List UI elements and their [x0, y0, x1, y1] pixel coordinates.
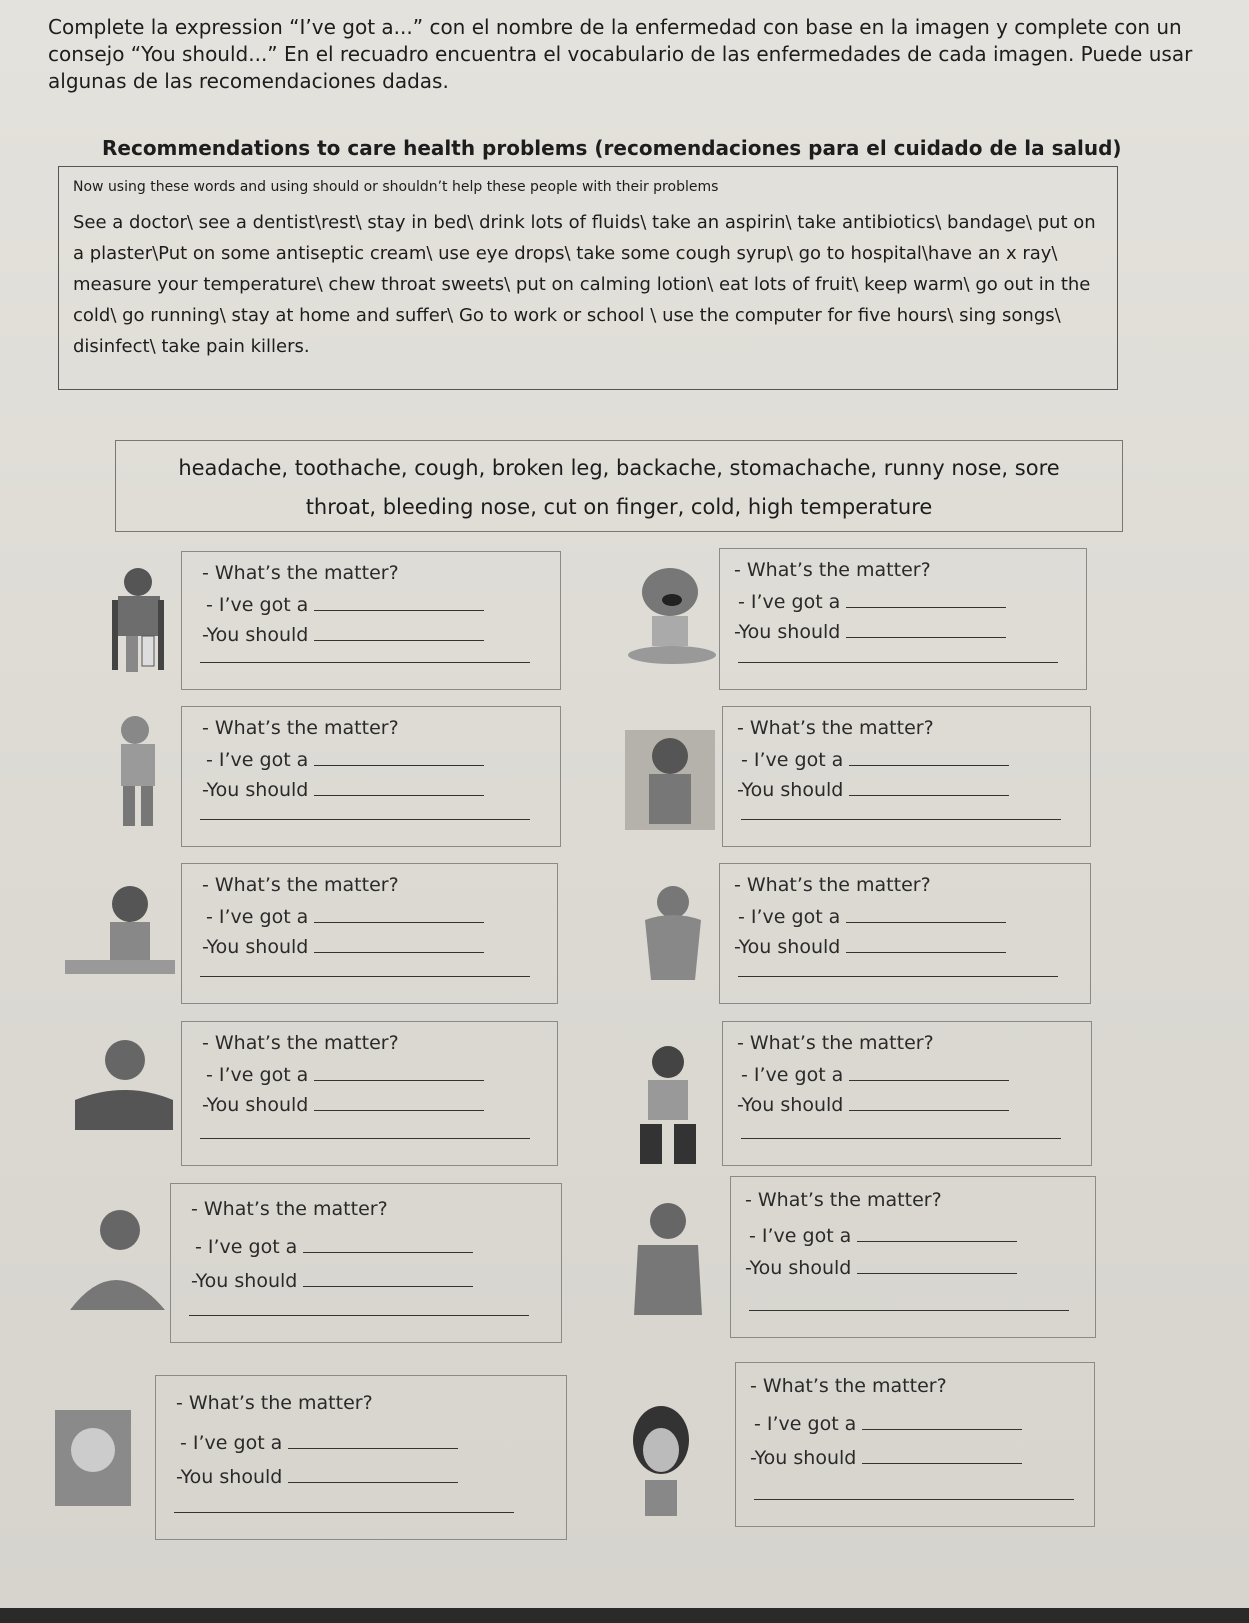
illness-answer-blank[interactable]	[314, 596, 484, 611]
question-text: - What’s the matter?	[191, 1198, 388, 1220]
got-line	[754, 1413, 1022, 1435]
exercise-card-7	[181, 1021, 558, 1166]
should-line	[202, 1094, 484, 1116]
recommendations-box	[58, 166, 1118, 390]
got-line	[180, 1432, 458, 1454]
exercise-card-8	[722, 1021, 1092, 1166]
advice-answer-blank[interactable]	[862, 1449, 1022, 1464]
exercise-card-2	[719, 548, 1087, 690]
exercise-card-4	[722, 706, 1091, 847]
illness-answer-blank[interactable]	[857, 1227, 1017, 1242]
exercise-card-9	[170, 1183, 562, 1343]
question-text: - What’s the matter?	[202, 562, 399, 584]
cough-figure	[55, 1030, 180, 1150]
advice-continuation-blank[interactable]	[741, 819, 1061, 820]
page-edge-shadow	[0, 1608, 1249, 1623]
got-label: - I’ve got a	[754, 1413, 857, 1435]
got-line	[738, 591, 1006, 613]
backache-figure	[95, 712, 190, 830]
bleeding-nose-figure	[625, 1400, 700, 1520]
question-text: - What’s the matter?	[737, 1032, 934, 1054]
illness-answer-blank[interactable]	[846, 593, 1006, 608]
got-label: - I’ve got a	[206, 594, 309, 616]
advice-answer-blank[interactable]	[846, 938, 1006, 953]
got-line	[206, 749, 484, 771]
illness-answer-blank[interactable]	[849, 751, 1009, 766]
got-line	[206, 594, 484, 616]
exercise-card-1	[181, 551, 561, 690]
advice-continuation-blank[interactable]	[749, 1310, 1069, 1311]
exercise-card-11	[155, 1375, 567, 1540]
got-label: - I’ve got a	[738, 591, 841, 613]
advice-continuation-blank[interactable]	[200, 1138, 530, 1139]
should-label: -You should	[176, 1466, 283, 1488]
advice-answer-blank[interactable]	[849, 1096, 1009, 1111]
section-heading: Recommendations to care health problems (recomendaciones para el cuidado de la salud)	[102, 136, 1122, 160]
got-label: - I’ve got a	[741, 1064, 844, 1086]
should-label: -You should	[745, 1257, 852, 1279]
illness-answer-blank[interactable]	[849, 1066, 1009, 1081]
should-line	[737, 1094, 1009, 1116]
should-line	[202, 936, 484, 958]
advice-answer-blank[interactable]	[849, 781, 1009, 796]
got-label: - I’ve got a	[180, 1432, 283, 1454]
should-label: -You should	[202, 936, 309, 958]
sore-throat-figure	[618, 1040, 718, 1170]
headache-figure	[615, 722, 725, 837]
stomachache-figure	[615, 880, 725, 1000]
high-temperature-figure	[618, 1195, 718, 1325]
should-label: -You should	[750, 1447, 857, 1469]
illness-answer-blank[interactable]	[846, 908, 1006, 923]
advice-continuation-blank[interactable]	[189, 1315, 529, 1316]
question-text: - What’s the matter?	[202, 717, 399, 739]
got-line	[741, 1064, 1009, 1086]
got-label: - I’ve got a	[206, 1064, 309, 1086]
exercise-card-10	[730, 1176, 1096, 1338]
advice-continuation-blank[interactable]	[200, 976, 530, 977]
question-text: - What’s the matter?	[737, 717, 934, 739]
advice-answer-blank[interactable]	[314, 781, 484, 796]
question-text: - What’s the matter?	[734, 874, 931, 896]
advice-answer-blank[interactable]	[857, 1259, 1017, 1274]
illness-answer-blank[interactable]	[862, 1415, 1022, 1430]
got-label: - I’ve got a	[738, 906, 841, 928]
should-line	[734, 621, 1006, 643]
got-label: - I’ve got a	[741, 749, 844, 771]
question-text: - What’s the matter?	[734, 559, 931, 581]
advice-continuation-blank[interactable]	[738, 976, 1058, 977]
should-line	[176, 1466, 458, 1488]
should-label: -You should	[737, 779, 844, 801]
question-text: - What’s the matter?	[750, 1375, 947, 1397]
advice-answer-blank[interactable]	[288, 1468, 458, 1483]
exercise-card-3	[181, 706, 561, 847]
exercise-card-6	[719, 863, 1091, 1004]
should-label: -You should	[191, 1270, 298, 1292]
got-line	[749, 1225, 1017, 1247]
got-label: - I’ve got a	[206, 749, 309, 771]
exercise-card-5	[181, 863, 558, 1004]
got-line	[206, 1064, 484, 1086]
illness-vocabulary-box: headache, toothache, cough, broken leg, backache, stomachache, runny nose, sore throat, bleeding nose, cut on finger, cold, high temperature	[115, 440, 1123, 532]
should-label: -You should	[202, 1094, 309, 1116]
question-text: - What’s the matter?	[202, 1032, 399, 1054]
advice-answer-blank[interactable]	[314, 938, 484, 953]
advice-continuation-blank[interactable]	[754, 1499, 1074, 1500]
got-line	[206, 906, 484, 928]
advice-answer-blank[interactable]	[846, 623, 1006, 638]
broken-leg-figure	[98, 560, 184, 675]
should-line	[202, 624, 484, 646]
illness-answer-blank[interactable]	[314, 908, 484, 923]
illness-answer-blank[interactable]	[314, 751, 484, 766]
advice-continuation-blank[interactable]	[200, 819, 530, 820]
got-label: - I’ve got a	[206, 906, 309, 928]
advice-continuation-blank[interactable]	[741, 1138, 1061, 1139]
advice-continuation-blank[interactable]	[738, 662, 1058, 663]
should-label: -You should	[737, 1094, 844, 1116]
should-line	[745, 1257, 1017, 1279]
question-text: - What’s the matter?	[745, 1189, 942, 1211]
recommendations-list: See a doctor\ see a dentist\rest\ stay in bed\ drink lots of fluids\ take an aspirin\ take antibiotics\ bandage\ put on a plaster\Put on some antiseptic cream\ use eye drops\ take some cough syrup\ go to hospital\have an x ray\ measure your temperature\ chew throat sweets\ put on calming lotion\ eat lots of fruit\ keep warm\ go out in the cold\ go running\ stay at home and suffer\ Go to work or school \ use the computer for five hours\ sing songs\ disinfect\ take pain killers.	[73, 212, 1096, 357]
advice-answer-blank[interactable]	[314, 626, 484, 641]
got-line	[195, 1236, 473, 1258]
advice-continuation-blank[interactable]	[200, 662, 530, 663]
instructions-text: Complete la expression “I’ve got a...” con el nombre de la enfermedad con base en la imagen y complete con un consejo “You should...” En el recuadro encuentra el vocabulario de las enfermedades de cada imagen. Puede usar algunas de las recomendaciones dadas.	[48, 15, 1193, 93]
should-label: -You should	[202, 779, 309, 801]
should-line	[734, 936, 1006, 958]
advice-continuation-blank[interactable]	[174, 1512, 514, 1513]
should-line	[750, 1447, 1022, 1469]
got-label: - I’ve got a	[195, 1236, 298, 1258]
exercise-card-12	[735, 1362, 1095, 1527]
cold-figure	[55, 1190, 175, 1320]
got-line	[738, 906, 1006, 928]
should-line	[737, 779, 1009, 801]
advice-answer-blank[interactable]	[303, 1272, 473, 1287]
got-line	[741, 749, 1009, 771]
illness-answer-blank[interactable]	[314, 1066, 484, 1081]
should-label: -You should	[734, 621, 841, 643]
recommendations-intro: Now using these words and using should or shouldn’t help these people with their problems	[73, 179, 719, 195]
should-label: -You should	[202, 624, 309, 646]
question-text: - What’s the matter?	[176, 1392, 373, 1414]
advice-answer-blank[interactable]	[314, 1096, 484, 1111]
toothache-figure	[622, 560, 722, 670]
illness-answer-blank[interactable]	[303, 1238, 473, 1253]
question-text: - What’s the matter?	[202, 874, 399, 896]
should-line	[202, 779, 484, 801]
illness-answer-blank[interactable]	[288, 1434, 458, 1449]
should-line	[191, 1270, 473, 1292]
should-label: -You should	[734, 936, 841, 958]
got-label: - I’ve got a	[749, 1225, 852, 1247]
runny-nose-figure	[55, 1410, 135, 1510]
cut-finger-figure	[55, 880, 180, 1000]
